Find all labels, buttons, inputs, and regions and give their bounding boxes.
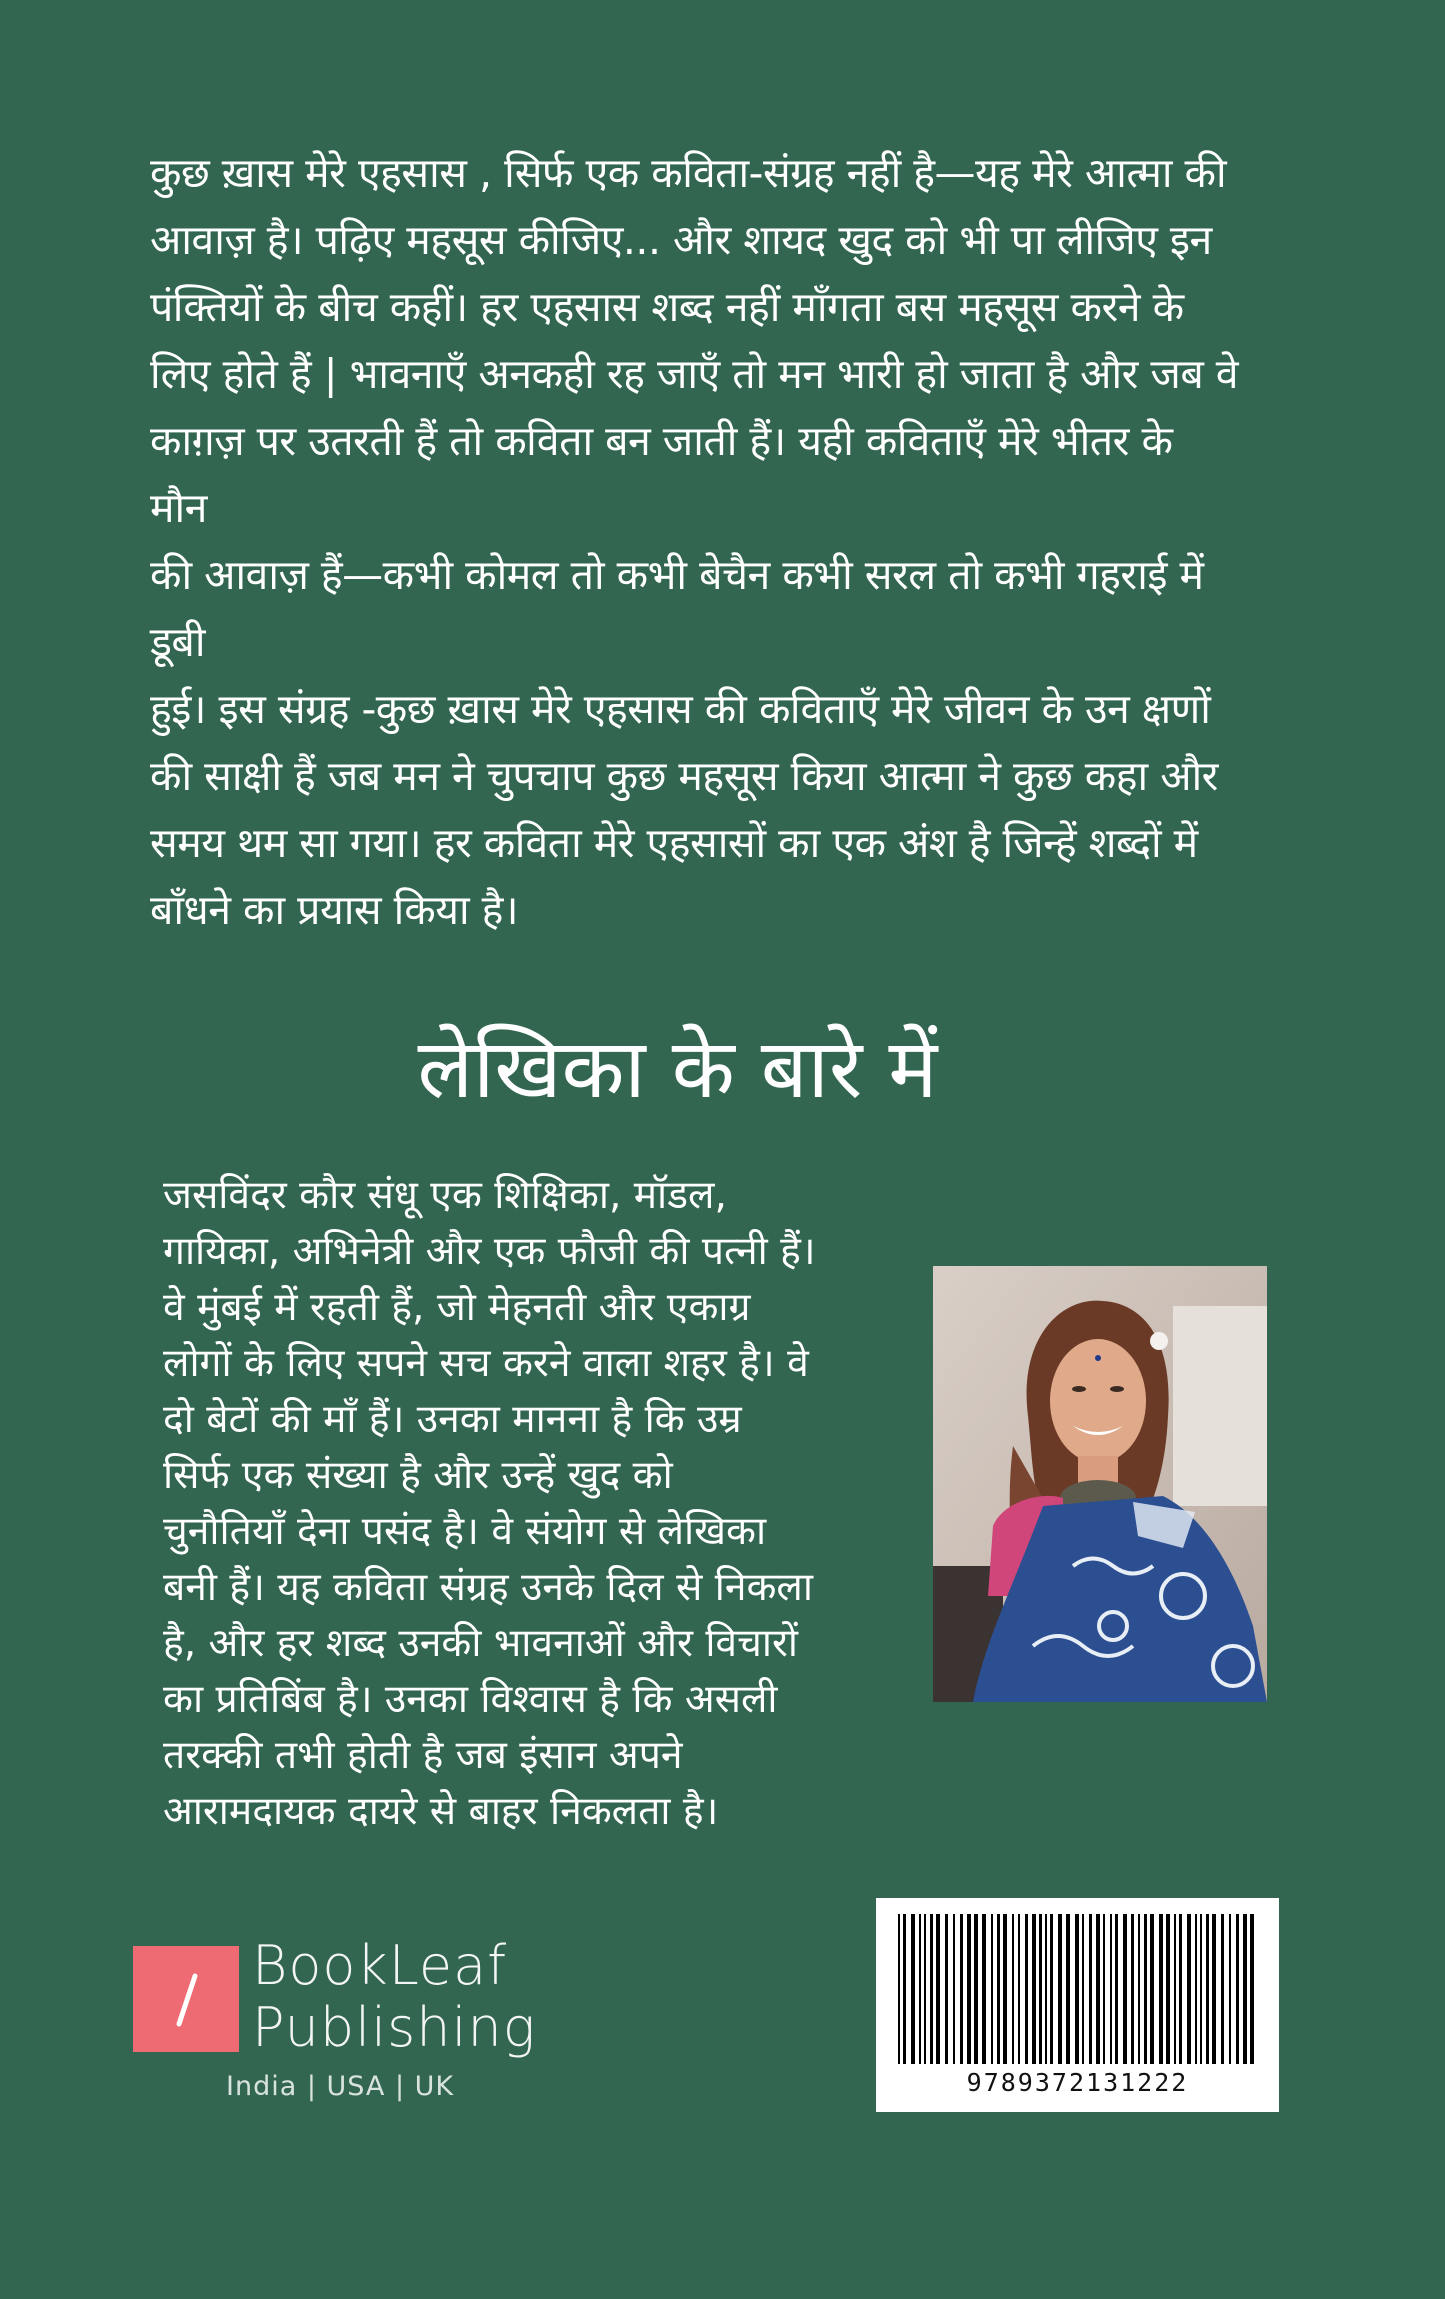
- blurb-line: की आवाज़ हैं—कभी कोमल तो कभी बेचैन कभी सरल तो कभी गहराई में डूबी: [150, 551, 1204, 666]
- publisher-logo-mark: [133, 1946, 239, 2052]
- barcode-bar: [1206, 1914, 1209, 2064]
- bio-line: चुनौतियाँ देना पसंद है। वे संयोग से लेखिका: [163, 1509, 767, 1554]
- author-bio: [163, 1168, 883, 1840]
- barcode-bar: [1166, 1914, 1170, 2064]
- barcode-bar: [1144, 1914, 1147, 2064]
- barcode-bar: [953, 1914, 955, 2064]
- bio-line: बनी हैं। यह कविता संग्रह उनके दिल से निकला: [163, 1565, 813, 1610]
- barcode-bar: [911, 1914, 915, 2064]
- publisher-regions: India | USA | UK: [226, 2071, 455, 2102]
- bio-line: जसविंदर कौर संधू एक शिक्षिका, मॉडल,: [163, 1173, 727, 1218]
- barcode-bar: [1096, 1914, 1100, 2064]
- barcode-bar: [1159, 1914, 1163, 2064]
- barcode-bar: [903, 1914, 906, 2064]
- blurb-line: पंक्तियों के बीच कहीं। हर एहसास शब्द नहीं माँगता बस महसूस करने के: [150, 283, 1184, 331]
- bio-line: गायिका, अभिनेत्री और एक फौजी की पत्नी हैं।: [163, 1229, 816, 1274]
- bio-line: लोगों के लिए सपने सच करने वाला शहर है। वे: [163, 1341, 809, 1386]
- barcode-bar: [974, 1914, 978, 2064]
- barcode-bar: [1012, 1914, 1014, 2064]
- barcode-bar: [1066, 1914, 1070, 2064]
- barcode-bar: [1179, 1914, 1182, 2064]
- bio-line: तरक्की तभी होती है जब इंसान अपने: [163, 1733, 683, 1778]
- author-photo: [933, 1266, 1267, 1702]
- blurb-line: आवाज़ है। पढ़िए महसूस कीजिए... और शायद खुद को भी पा लीजिए इन: [150, 216, 1212, 264]
- barcode-bar: [1018, 1914, 1020, 2064]
- barcode-bar: [1138, 1914, 1140, 2064]
- blurb-line: हुई। इस संग्रह -कुछ ख़ास मेरे एहसास की कविताएँ मेरे जीवन के उन क्षणों: [150, 685, 1211, 733]
- barcode-bar: [991, 1914, 993, 2064]
- barcode-bar: [960, 1914, 963, 2064]
- barcode-bar: [1150, 1914, 1154, 2064]
- barcode-bar: [1236, 1914, 1239, 2064]
- barcode-bar: [1103, 1914, 1105, 2064]
- about-author-heading: लेखिका के बारे में: [417, 1022, 938, 1117]
- barcode-bar: [1082, 1914, 1084, 2064]
- publisher-name-line2: Publishing: [252, 1996, 537, 2059]
- barcode-bar: [919, 1914, 921, 2064]
- barcode-bar: [930, 1914, 933, 2064]
- blurb-line: कुछ ख़ास मेरे एहसास , सिर्फ एक कविता-संग्रह नहीं है—यह मेरे आत्मा की: [150, 149, 1227, 197]
- barcode-bar: [967, 1914, 971, 2064]
- barcode-bar: [1123, 1914, 1127, 2064]
- barcode-bar: [1200, 1914, 1202, 2064]
- barcode-bar: [936, 1914, 940, 2064]
- barcode-bar: [1195, 1914, 1197, 2064]
- bio-line: का प्रतिबिंब है। उनका विश्वास है कि असली: [163, 1677, 778, 1722]
- barcode-bar: [1174, 1914, 1176, 2064]
- barcode-bar: [1115, 1914, 1118, 2064]
- bio-line: दो बेटों की माँ हैं। उनका मानना है कि उम्र: [163, 1397, 742, 1442]
- bio-line: है, और हर शब्द उनकी भावनाओं और विचारों: [163, 1621, 799, 1666]
- bio-line: सिर्फ एक संख्या है और उन्हें खुद को: [163, 1453, 673, 1498]
- barcode-bar: [1212, 1914, 1216, 2064]
- barcode-bar: [1039, 1914, 1042, 2064]
- barcode-bar: [1089, 1914, 1092, 2064]
- barcode-bar: [1003, 1914, 1007, 2064]
- bio-line: आरामदायक दायरे से बाहर निकलता है।: [163, 1789, 719, 1834]
- barcode-bar: [1025, 1914, 1028, 2064]
- barcode-bar: [898, 1914, 900, 2064]
- barcode-bar: [1058, 1914, 1062, 2064]
- barcode-bar: [1110, 1914, 1112, 2064]
- barcode-bar: [1131, 1914, 1134, 2064]
- bio-line: वे मुंबई में रहती हैं, जो मेहनती और एकाग्र: [163, 1285, 751, 1330]
- barcode-bar: [1032, 1914, 1036, 2064]
- blurb-line: काग़ज़ पर उतरती हैं तो कविता बन जाती हैं। यही कविताएँ मेरे भीतर के मौन: [150, 417, 1173, 532]
- barcode-bar: [1221, 1914, 1224, 2064]
- publisher-name-line1: BookLeaf: [252, 1934, 508, 1997]
- barcode-bar: [1075, 1914, 1079, 2064]
- blurb-line: समय थम सा गया। हर कविता मेरे एहसासों का एक अंश है जिन्हें शब्दों में: [150, 819, 1198, 867]
- barcode-bar: [945, 1914, 948, 2064]
- blurb-line: की साक्षी हैं जब मन ने चुपचाप कुछ महसूस किया आत्मा ने कुछ कहा और: [150, 752, 1218, 800]
- isbn-number: 9789372131222: [966, 2068, 1189, 2097]
- barcode-bar: [924, 1914, 926, 2064]
- barcode-bar: [1243, 1914, 1247, 2064]
- publisher-name: [252, 1935, 536, 2059]
- barcode-bar: [1187, 1914, 1191, 2064]
- barcode-bar: [1250, 1914, 1254, 2064]
- barcode-bar: [997, 1914, 1000, 2064]
- blurb-line: बाँधने का प्रयास किया है।: [150, 886, 518, 934]
- back-cover-blurb: [150, 140, 1240, 944]
- barcode-bar: [1045, 1914, 1047, 2064]
- barcode-bar: [982, 1914, 986, 2064]
- barcode-bar: [1229, 1914, 1231, 2064]
- isbn-barcode: [876, 1898, 1279, 2112]
- blurb-line: लिए होते हैं | भावनाएँ अनकही रह जाएँ तो मन भारी हो जाता है और जब वे: [150, 350, 1239, 398]
- barcode-bar: [1050, 1914, 1053, 2064]
